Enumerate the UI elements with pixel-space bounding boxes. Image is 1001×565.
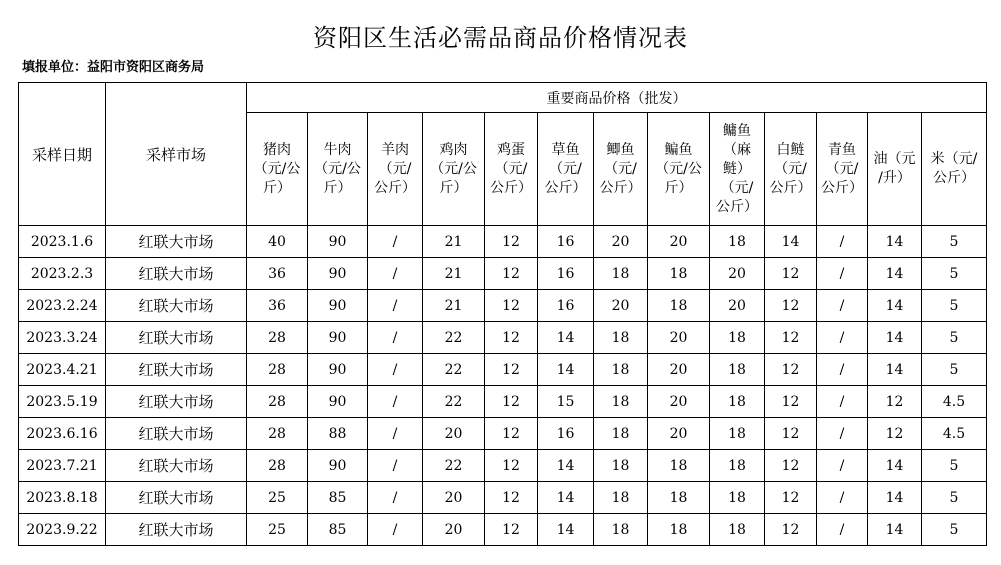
price-cell: 12	[765, 418, 817, 450]
price-cell: /	[368, 226, 423, 258]
price-cell: 18	[710, 514, 765, 546]
price-cell: 20	[648, 322, 710, 354]
header-sample-date: 采样日期	[19, 83, 106, 226]
market-cell: 红联大市场	[106, 514, 247, 546]
header-item: 猪肉 （元/公 斤）	[247, 113, 308, 226]
price-cell: 5	[922, 226, 987, 258]
price-cell: 85	[308, 514, 368, 546]
price-cell: 18	[710, 322, 765, 354]
price-cell: 90	[308, 386, 368, 418]
price-cell: 14	[868, 290, 922, 322]
price-cell: 12	[765, 450, 817, 482]
header-item: 米（元/ 公斤）	[922, 113, 987, 226]
price-cell: 18	[594, 386, 648, 418]
price-cell: 36	[247, 258, 308, 290]
price-cell: 4.5	[922, 386, 987, 418]
price-cell: 4.5	[922, 418, 987, 450]
price-cell: 12	[485, 386, 538, 418]
date-cell: 2023.3.24	[19, 322, 106, 354]
price-cell: 20	[710, 258, 765, 290]
price-cell: 18	[648, 258, 710, 290]
price-cell: 18	[710, 386, 765, 418]
price-cell: /	[817, 418, 868, 450]
date-cell: 2023.5.19	[19, 386, 106, 418]
price-cell: 5	[922, 290, 987, 322]
header-wholesale-prices: 重要商品价格（批发）	[247, 83, 987, 113]
price-cell: /	[368, 322, 423, 354]
price-cell: 18	[648, 290, 710, 322]
price-cell: 21	[423, 226, 485, 258]
price-cell: 18	[648, 482, 710, 514]
table-row	[19, 290, 987, 322]
market-cell: 红联大市场	[106, 322, 247, 354]
price-cell: 14	[868, 354, 922, 386]
price-cell: 12	[485, 226, 538, 258]
price-cell: 20	[648, 418, 710, 450]
price-cell: 12	[765, 322, 817, 354]
price-cell: 12	[485, 482, 538, 514]
price-cell: 18	[594, 322, 648, 354]
header-item: 油（元 /升）	[868, 113, 922, 226]
price-cell: 18	[710, 450, 765, 482]
price-cell: 5	[922, 450, 987, 482]
table-row	[19, 386, 987, 418]
price-cell: 5	[922, 514, 987, 546]
date-cell: 2023.4.21	[19, 354, 106, 386]
table-row	[19, 514, 987, 546]
price-cell: 12	[765, 514, 817, 546]
price-cell: 25	[247, 482, 308, 514]
price-cell: 90	[308, 290, 368, 322]
price-cell: 20	[594, 226, 648, 258]
price-cell: 5	[922, 322, 987, 354]
price-cell: 20	[648, 226, 710, 258]
price-cell: /	[368, 450, 423, 482]
date-cell: 2023.6.16	[19, 418, 106, 450]
price-cell: 12	[868, 418, 922, 450]
price-cell: /	[817, 386, 868, 418]
price-cell: 12	[765, 482, 817, 514]
price-cell: 14	[538, 514, 594, 546]
price-cell: 21	[423, 258, 485, 290]
price-table	[18, 82, 987, 546]
price-cell: 14	[538, 482, 594, 514]
price-cell: 16	[538, 258, 594, 290]
price-cell: 14	[868, 322, 922, 354]
price-cell: /	[368, 258, 423, 290]
market-cell: 红联大市场	[106, 290, 247, 322]
price-cell: 18	[594, 354, 648, 386]
price-cell: 12	[485, 354, 538, 386]
market-cell: 红联大市场	[106, 450, 247, 482]
price-cell: 20	[423, 482, 485, 514]
market-cell: 红联大市场	[106, 258, 247, 290]
price-cell: 14	[538, 354, 594, 386]
price-cell: 28	[247, 450, 308, 482]
price-cell: 14	[868, 514, 922, 546]
price-cell: 18	[594, 482, 648, 514]
price-cell: /	[817, 322, 868, 354]
market-cell: 红联大市场	[106, 226, 247, 258]
header-item: 羊肉 （元/ 公斤）	[368, 113, 423, 226]
price-cell: 25	[247, 514, 308, 546]
price-cell: 14	[868, 226, 922, 258]
price-cell: 36	[247, 290, 308, 322]
price-cell: 20	[594, 290, 648, 322]
price-cell: 18	[648, 450, 710, 482]
header-item: 鲫鱼 （元/ 公斤）	[594, 113, 648, 226]
price-cell: 18	[710, 354, 765, 386]
price-cell: 12	[485, 418, 538, 450]
price-cell: 12	[868, 386, 922, 418]
reporting-unit: 填报单位：益阳市资阳区商务局	[22, 60, 205, 75]
price-cell: 18	[710, 226, 765, 258]
price-cell: 14	[868, 482, 922, 514]
price-cell: /	[817, 354, 868, 386]
price-cell: 20	[648, 386, 710, 418]
price-cell: 85	[308, 482, 368, 514]
price-cell: 90	[308, 354, 368, 386]
market-cell: 红联大市场	[106, 482, 247, 514]
price-cell: /	[368, 290, 423, 322]
market-cell: 红联大市场	[106, 418, 247, 450]
price-cell: 5	[922, 354, 987, 386]
price-cell: /	[368, 482, 423, 514]
price-cell: 20	[710, 290, 765, 322]
price-cell: 12	[765, 258, 817, 290]
date-cell: 2023.2.3	[19, 258, 106, 290]
price-cell: 12	[765, 354, 817, 386]
price-cell: 12	[485, 290, 538, 322]
price-cell: 18	[648, 514, 710, 546]
date-cell: 2023.9.22	[19, 514, 106, 546]
table-row	[19, 354, 987, 386]
price-cell: 16	[538, 418, 594, 450]
price-cell: /	[817, 226, 868, 258]
price-cell: 40	[247, 226, 308, 258]
header-item: 牛肉 （元/公 斤）	[308, 113, 368, 226]
price-cell: 12	[485, 322, 538, 354]
price-cell: 14	[538, 450, 594, 482]
table-body	[19, 226, 987, 546]
header-item: 鳙鱼 （麻 鲢） （元/ 公斤）	[710, 113, 765, 226]
header-item: 鸡肉 （元/公 斤）	[423, 113, 485, 226]
price-cell: 22	[423, 450, 485, 482]
price-cell: 16	[538, 290, 594, 322]
price-cell: 90	[308, 258, 368, 290]
price-cell: /	[817, 514, 868, 546]
price-cell: 12	[485, 514, 538, 546]
price-cell: /	[368, 514, 423, 546]
price-cell: 18	[710, 482, 765, 514]
price-cell: /	[368, 418, 423, 450]
date-cell: 2023.2.24	[19, 290, 106, 322]
document-title: 资阳区生活必需品商品价格情况表	[313, 24, 688, 52]
header-item: 鸡蛋 （元/ 公斤）	[485, 113, 538, 226]
table-row	[19, 322, 987, 354]
price-cell: 90	[308, 450, 368, 482]
price-cell: 16	[538, 226, 594, 258]
price-cell: /	[368, 354, 423, 386]
price-cell: 88	[308, 418, 368, 450]
price-cell: 15	[538, 386, 594, 418]
price-cell: 14	[765, 226, 817, 258]
price-cell: /	[817, 450, 868, 482]
price-cell: /	[817, 290, 868, 322]
price-cell: 20	[648, 354, 710, 386]
table-row	[19, 418, 987, 450]
date-cell: 2023.7.21	[19, 450, 106, 482]
price-cell: 14	[538, 322, 594, 354]
price-cell: 90	[308, 322, 368, 354]
price-cell: 5	[922, 258, 987, 290]
price-cell: 18	[594, 418, 648, 450]
price-cell: 12	[765, 386, 817, 418]
price-cell: 14	[868, 258, 922, 290]
price-cell: 18	[594, 514, 648, 546]
price-cell: 18	[594, 258, 648, 290]
header-item: 青鱼 （元/ 公斤）	[817, 113, 868, 226]
price-cell: /	[817, 482, 868, 514]
price-cell: 28	[247, 418, 308, 450]
price-cell: 20	[423, 418, 485, 450]
table-row	[19, 226, 987, 258]
price-cell: 28	[247, 386, 308, 418]
date-cell: 2023.1.6	[19, 226, 106, 258]
price-cell: 90	[308, 226, 368, 258]
price-cell: 20	[423, 514, 485, 546]
price-cell: 28	[247, 354, 308, 386]
header-item: 鳊鱼 （元/公 斤）	[648, 113, 710, 226]
table-row	[19, 450, 987, 482]
table-row	[19, 258, 987, 290]
price-cell: /	[368, 386, 423, 418]
table-row	[19, 482, 987, 514]
price-cell: 18	[710, 418, 765, 450]
price-cell: 22	[423, 322, 485, 354]
price-cell: 22	[423, 354, 485, 386]
date-cell: 2023.8.18	[19, 482, 106, 514]
price-cell: /	[817, 258, 868, 290]
price-cell: 18	[594, 450, 648, 482]
price-cell: 28	[247, 322, 308, 354]
price-cell: 12	[485, 258, 538, 290]
price-cell: 21	[423, 290, 485, 322]
price-cell: 14	[868, 450, 922, 482]
header-item: 白鲢 （元/ 公斤）	[765, 113, 817, 226]
header-item: 草鱼 （元/ 公斤）	[538, 113, 594, 226]
market-cell: 红联大市场	[106, 354, 247, 386]
market-cell: 红联大市场	[106, 386, 247, 418]
header-sample-market: 采样市场	[106, 83, 247, 226]
price-cell: 12	[765, 290, 817, 322]
price-cell: 22	[423, 386, 485, 418]
price-cell: 12	[485, 450, 538, 482]
price-cell: 5	[922, 482, 987, 514]
